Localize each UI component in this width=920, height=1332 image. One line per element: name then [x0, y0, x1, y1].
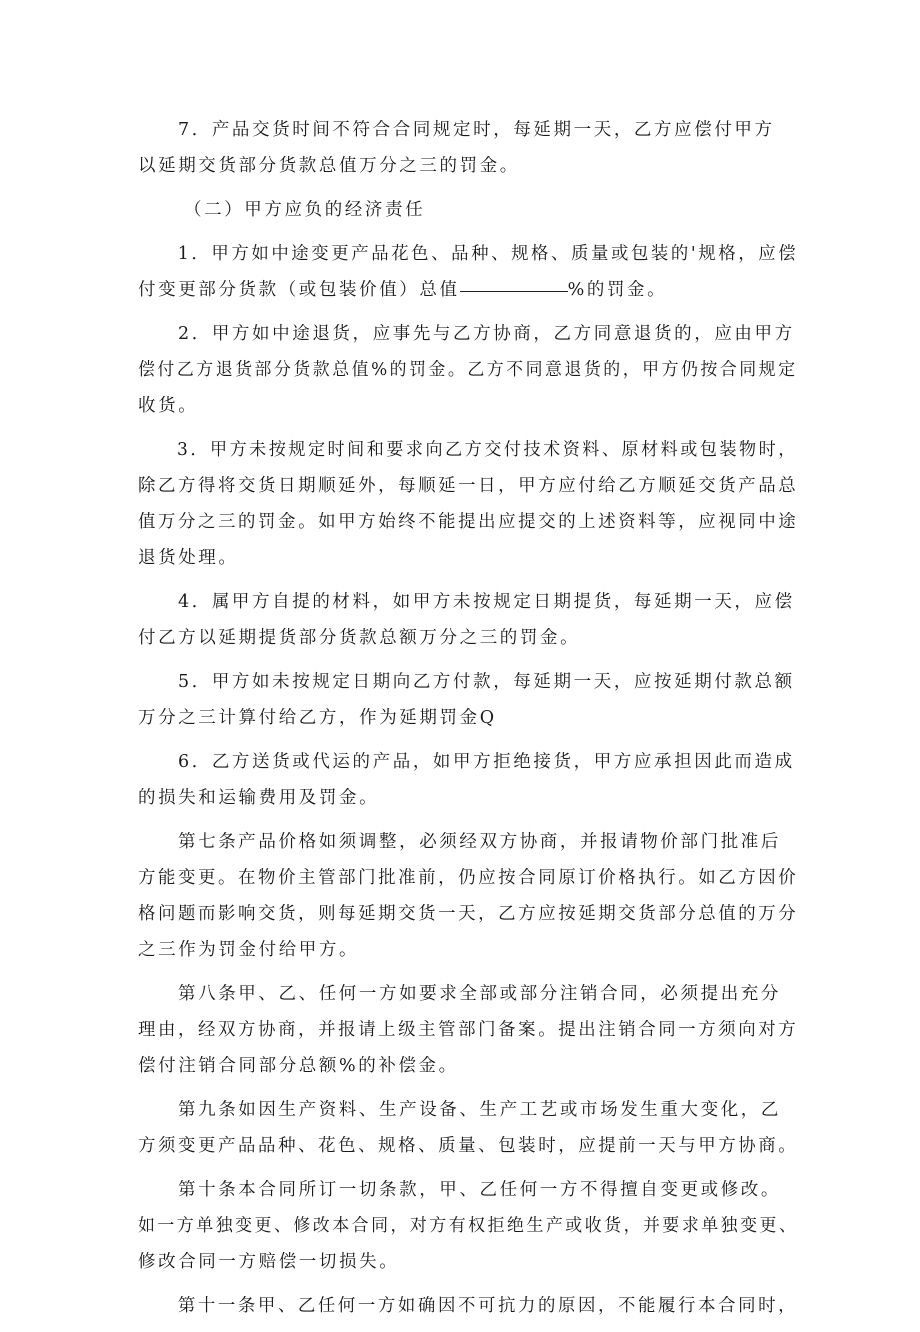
article-9 — [138, 1092, 798, 1164]
clause-4 — [138, 584, 798, 656]
document-page — [138, 112, 798, 1332]
text-line: 2．甲方如中途退货，应事先与乙方协商，乙方同意退货的，应由甲方 — [178, 324, 795, 344]
text-line: 付乙方以延期提货部分货款总额万分之三的罚金。 — [138, 628, 581, 648]
text-line — [138, 272, 667, 308]
text-line: 5．甲方如未按规定日期向乙方付款，每延期一天，应按延期付款总额 — [178, 672, 795, 692]
text-line: 7．产品交货时间不符合合同规定时，每延期一天，乙方应偿付甲方 — [178, 120, 775, 140]
text-line: 4．属甲方自提的材料，如甲方未按规定日期提货，每延期一天，应偿 — [178, 592, 795, 612]
text-line: 退货处理。 — [138, 548, 239, 568]
text-line: 6．乙方送货或代运的产品，如甲方拒绝接货，甲方应承担因此而造成 — [178, 752, 795, 772]
text-line: 修改合同一方赔偿一切损失。 — [138, 1252, 400, 1272]
text-line: 的损失和运输费用及罚金。 — [138, 788, 380, 808]
text-segment: %的罚金。 — [567, 280, 668, 300]
clause-5 — [138, 664, 798, 736]
text-line: 理由，经双方协商，并报请上级主管部门备案。提出注销合同一方须向对方 — [138, 1020, 799, 1040]
clause-2 — [138, 316, 798, 424]
text-line: 3．甲方未按规定时间和要求向乙方交付技术资料、原材料或包装物时， — [176, 440, 798, 460]
article-10 — [138, 1172, 798, 1280]
text-line: 1．甲方如中途变更产品花色、品种、规格、质量或包装的'规格，应偿 — [177, 244, 799, 264]
text-line: 收货。 — [138, 396, 199, 416]
text-line: 第十条本合同所订一切条款，甲、乙任何一方不得擅自变更或修改。 — [178, 1180, 781, 1200]
fill-in-blank — [460, 290, 568, 292]
article-7 — [138, 824, 798, 968]
text-line: 方能变更。在物价主管部门批准前，仍应按合同原订价格执行。如乙方因价 — [138, 868, 799, 888]
article-11 — [138, 1288, 798, 1324]
text-line: 偿付注销合同部分总额%的补偿金。 — [138, 1056, 459, 1076]
section-heading — [138, 192, 798, 228]
text-line: 万分之三计算付给乙方，作为延期罚金Q — [138, 708, 497, 728]
text-line: 第八条甲、乙、任何一方如要求全部或部分注销合同，必须提出充分 — [178, 984, 781, 1004]
clause-7 — [138, 112, 798, 184]
text-line: 格问题而影响交货，则每延期交货一天，乙方应按延期交货部分总值的万分 — [138, 904, 799, 924]
text-line: 以延期交货部分货款总值万分之三的罚金。 — [138, 156, 520, 176]
text-line: 值万分之三的罚金。如甲方始终不能提出应提交的上述资料等，应视同中途 — [138, 512, 799, 532]
text-line: 方须变更产品品种、花色、规格、质量、包装时，应提前一天与甲方协商。 — [138, 1136, 799, 1156]
text-line: 除乙方得将交货日期顺延外，每顺延一日，甲方应付给乙方顺延交货产品总 — [138, 476, 799, 496]
clause-1 — [138, 236, 798, 308]
clause-3 — [138, 432, 798, 576]
text-line: 偿付乙方退货部分货款总值%的罚金。乙方不同意退货的，甲方仍按合同规定 — [138, 360, 798, 380]
text-line: 第十一条甲、乙任何一方如确因不可抗力的原因，不能履行本合同时， — [177, 1296, 799, 1316]
text-line: 第九条如因生产资料、生产设备、生产工艺或市场发生重大变化，乙 — [178, 1100, 781, 1120]
text-segment: 付变更部分货款（或包装价值）总值 — [138, 280, 460, 300]
clause-6 — [138, 744, 798, 816]
section-title: （二）甲方应负的经济责任 — [184, 200, 426, 220]
text-line: 如一方单独变更、修改本合同，对方有权拒绝生产或收货，并要求单独变更、 — [138, 1216, 799, 1236]
text-line: 之三作为罚金付给甲方。 — [138, 940, 360, 960]
article-8 — [138, 976, 798, 1084]
text-line: 第七条产品价格如须调整，必须经双方协商，并报请物价部门批准后 — [178, 832, 781, 852]
